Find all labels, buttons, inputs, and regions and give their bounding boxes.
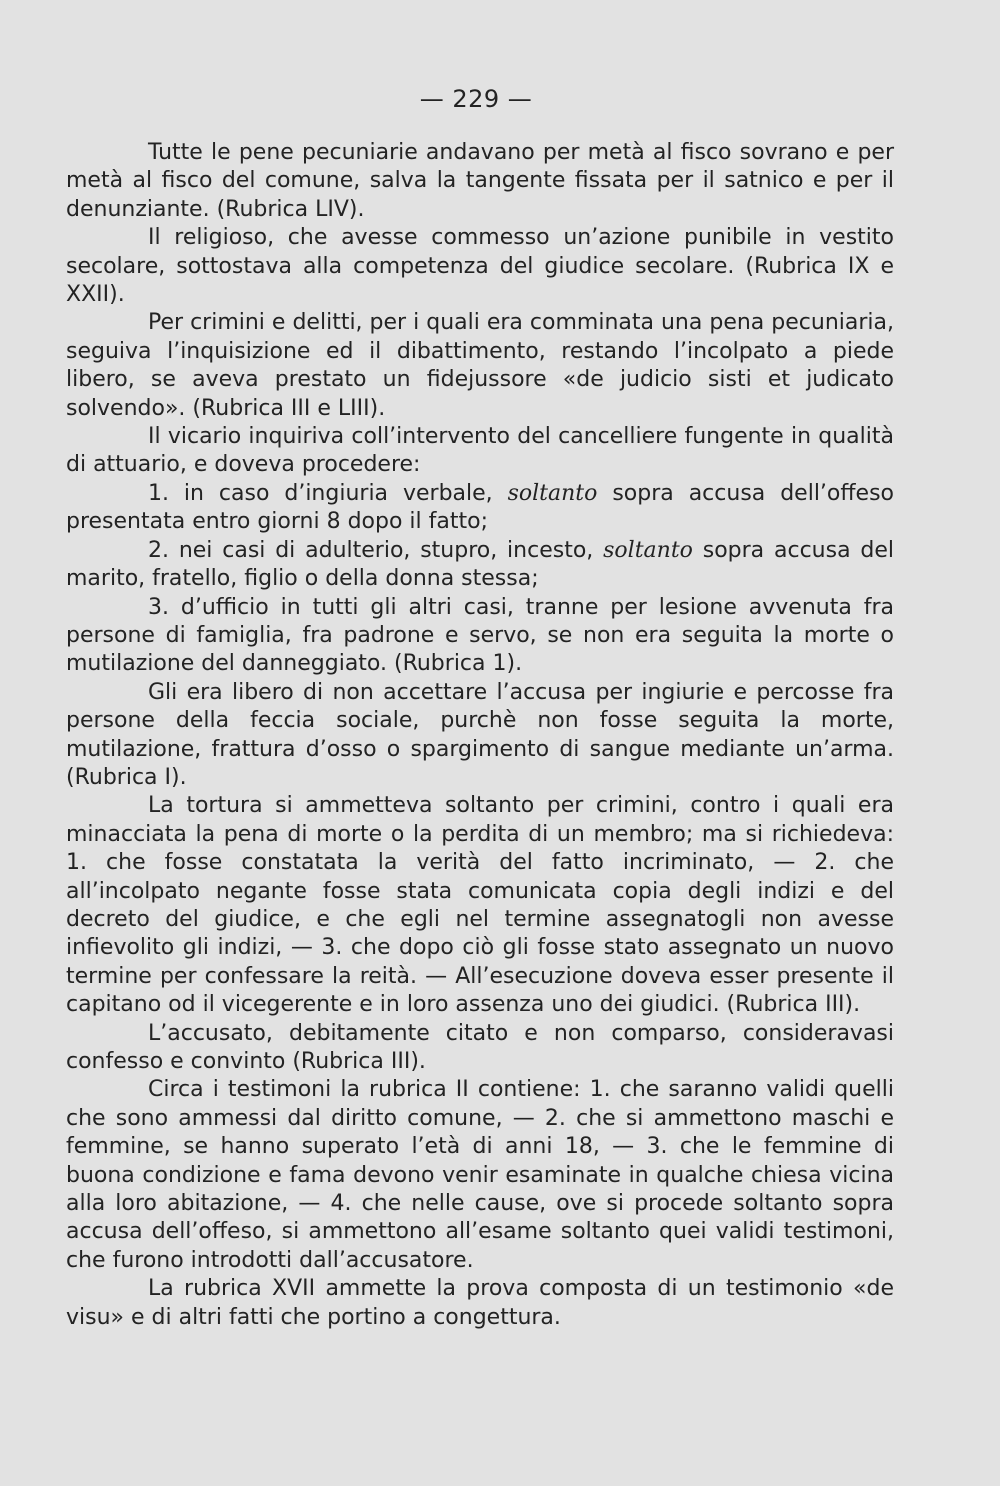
paragraph: Per crimini e delitti, per i quali era comminata una pena pecuniaria, seguiva l’inquisizione ed il dibattimento, restando l’incolpato a piede libero, se aveva prestato un fidejussore «de judicio sisti et judicato solvendo». (Rubrica III e LIII). <box>66 310 894 421</box>
paragraph <box>66 537 894 594</box>
paragraph: Il religioso, che avesse commesso un’azione punibile in vestito secolare, sottostava alla competenza del giudice secolare. (Rubrica IX e XXII). <box>66 225 894 308</box>
paragraph: Tutte le pene pecuniarie andavano per metà al fisco sovrano e per metà al fisco del comune, salva la tangente fissata per il satnico e per il denunziante. (Rubrica LIV). <box>66 140 894 222</box>
paragraph: La tortura si ammetteva soltanto per crimini, contro i quali era minacciata la pena di morte o la perdita di un membro; ma si richiedeva: 1. che fosse constatata la verità del fatto incriminato, — 2. che all’incolpato negante fosse stata comunicata copia degli indizi e del decreto del giudice, e che egli nel termine assegnatogli non avesse infievolito gli indizi, — 3. che dopo ciò gli fosse stato assegnato un nuovo termine per confessare la reità. — All’esecuzione doveva esser presente il capitano od il vicegerente e in loro assenza uno dei giudici. (Rubrica III). <box>66 793 894 1018</box>
paragraph: Circa i testimoni la rubrica II contiene: 1. che saranno validi quelli che sono ammessi dal diritto comune, — 2. che si ammettono maschi e femmine, se hanno superato l’età di anni 18, — 3. che le femmine di buona condizione e fama devono venir esaminate in qualche chiesa vicina alla loro abitazione, — 4. che nelle cause, ove si procede soltanto sopra accusa dell’offeso, si ammettono all’esame soltanto quei validi testimoni, che furono introdotti dall’accusatore. <box>66 1077 894 1273</box>
emphasis: soltanto <box>603 537 693 563</box>
paragraph <box>66 480 894 537</box>
paragraph-text: 2. nei casi di adulterio, stupro, incesto, <box>148 537 604 563</box>
emphasis: soltanto <box>507 480 598 506</box>
paragraph: La rubrica XVII ammette la prova composta di un testimonio «de visu» e di altri fatti che portino a congettura. <box>66 1276 894 1330</box>
page-number: — 229 — <box>419 85 533 113</box>
paragraph: Gli era libero di non accettare l’accusa per ingiurie e percosse fra persone della feccia sociale, purchè non fosse seguita la morte, mutilazione, frattura d’osso o spargimento di sangue mediante un’arma. (Rubrica I). <box>66 679 894 790</box>
paragraph: Il vicario inquiriva coll’intervento del cancelliere fungente in qualità di attuario, e doveva procedere: <box>66 424 894 478</box>
paragraph-text: sopra accusa dell’offeso presentata entro giorni 8 dopo il fatto; <box>66 480 894 535</box>
paragraph: 3. d’ufficio in tutti gli altri casi, tranne per lesione avvenuta fra persone di famiglia, fra padrone e servo, se non era seguita la morte o mutilazione del danneggiato. (Rubrica 1). <box>66 594 894 677</box>
body-text <box>66 139 894 1332</box>
paragraph-text: sopra accusa del marito, fratello, figlio o della donna stessa; <box>66 537 894 592</box>
paragraph-text: 1. in caso d’ingiuria verbale, <box>148 480 508 506</box>
paragraph: L’accusato, debitamente citato e non comparso, consideravasi confesso e convinto (Rubrica III). <box>66 1020 894 1074</box>
